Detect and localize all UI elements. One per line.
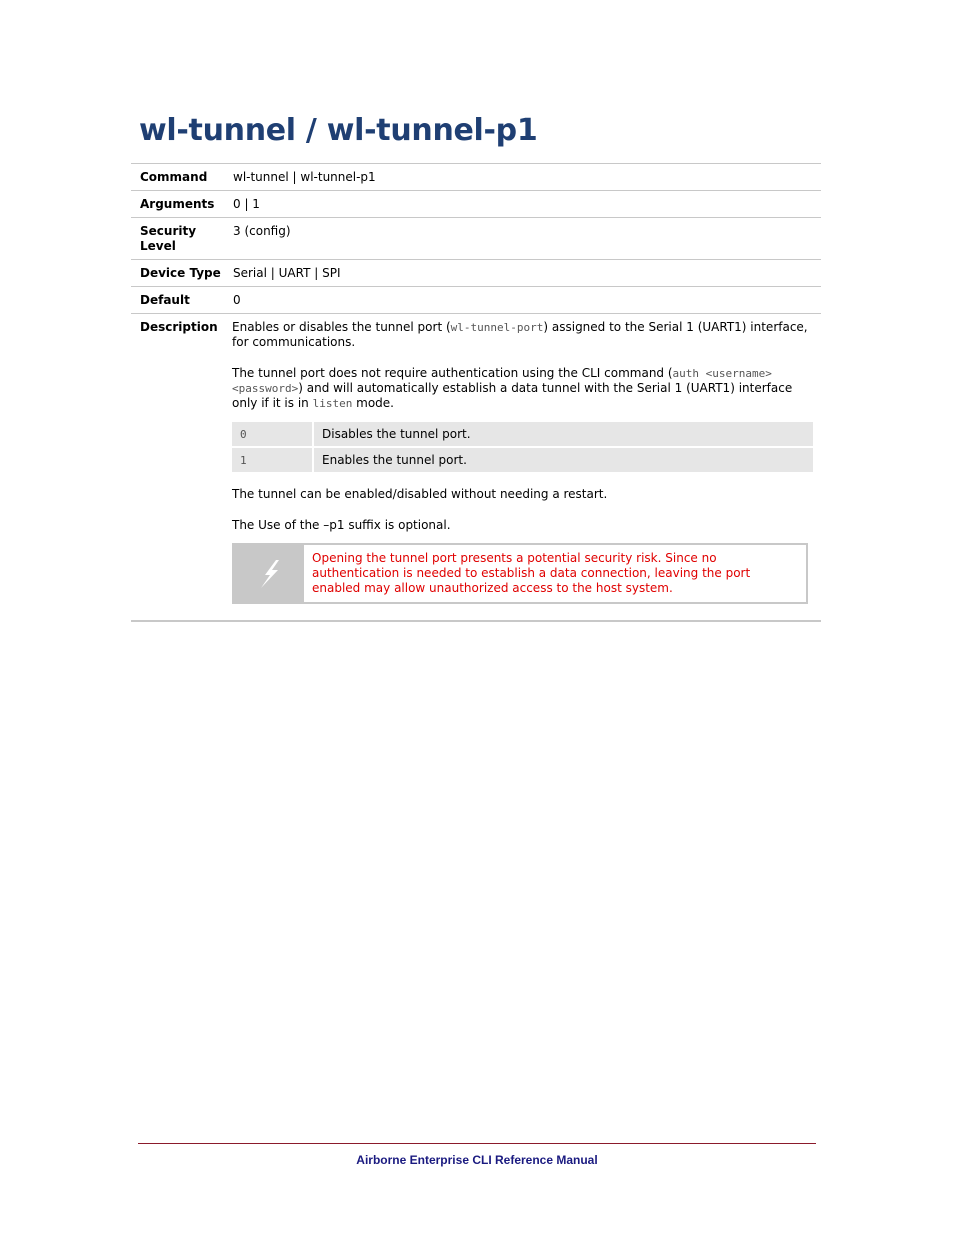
description-body bbox=[232, 314, 821, 620]
default-value: 0 bbox=[233, 293, 241, 307]
default-label: Default bbox=[140, 293, 190, 307]
lightning-bolt-icon bbox=[252, 557, 286, 591]
arguments-value: 0 | 1 bbox=[233, 197, 260, 211]
footer-title: Airborne Enterprise CLI Reference Manual bbox=[356, 1153, 598, 1167]
table-row bbox=[232, 422, 813, 448]
code-tunnel-port: wl-tunnel-port bbox=[450, 321, 544, 334]
page-title: wl-tunnel / wl-tunnel-p1 bbox=[139, 113, 538, 148]
text-run: The tunnel port does not require authentication using the CLI command ( bbox=[232, 366, 673, 380]
text-run: ) assigned to the Serial 1 (UART1) interface, for communications. bbox=[232, 320, 808, 349]
row-arguments bbox=[131, 191, 821, 218]
argument-text: Enables the tunnel port. bbox=[314, 448, 813, 472]
footer-divider bbox=[138, 1143, 816, 1144]
argument-key: 0 bbox=[232, 422, 314, 448]
argument-key: 1 bbox=[232, 448, 314, 472]
row-security-level bbox=[131, 218, 821, 260]
arguments-label: Arguments bbox=[140, 197, 215, 211]
table-row bbox=[232, 448, 813, 472]
security-level-value: 3 (config) bbox=[233, 224, 291, 238]
description-paragraph: The Use of the –p1 suffix is optional. bbox=[232, 518, 451, 532]
text-run: mode. bbox=[352, 396, 394, 410]
security-level-label: Security Level bbox=[140, 224, 197, 253]
description-paragraph bbox=[232, 366, 813, 411]
device-type-value: Serial | UART | SPI bbox=[233, 266, 341, 280]
argument-text: Disables the tunnel port. bbox=[314, 422, 813, 448]
row-default bbox=[131, 287, 821, 314]
row-device-type bbox=[131, 260, 821, 287]
argument-table bbox=[232, 422, 813, 472]
code-auth-command: auth <username> <password> bbox=[232, 367, 772, 395]
device-type-label: Device Type bbox=[140, 266, 221, 280]
command-value: wl-tunnel | wl-tunnel-p1 bbox=[233, 170, 376, 184]
text-run: Enables or disables the tunnel port ( bbox=[232, 320, 451, 334]
command-label: Command bbox=[140, 170, 208, 184]
description-label: Description bbox=[140, 320, 218, 334]
row-description bbox=[131, 314, 821, 622]
spec-table bbox=[131, 163, 821, 622]
description-paragraph: The tunnel can be enabled/disabled without needing a restart. bbox=[232, 487, 608, 501]
row-command bbox=[131, 164, 821, 191]
warning-text: Opening the tunnel port presents a potential security risk. Since no authentication is needed to establish a data connection, leaving the port enabled may allow unauthorized access to the host system. bbox=[312, 551, 751, 595]
description-paragraph bbox=[232, 320, 813, 350]
warning-icon-panel bbox=[234, 545, 304, 602]
warning-callout bbox=[232, 543, 808, 604]
code-listen: listen bbox=[312, 397, 353, 410]
text-run: ) and will automatically establish a data tunnel with the Serial 1 (UART1) interface only if it is in bbox=[232, 381, 793, 410]
